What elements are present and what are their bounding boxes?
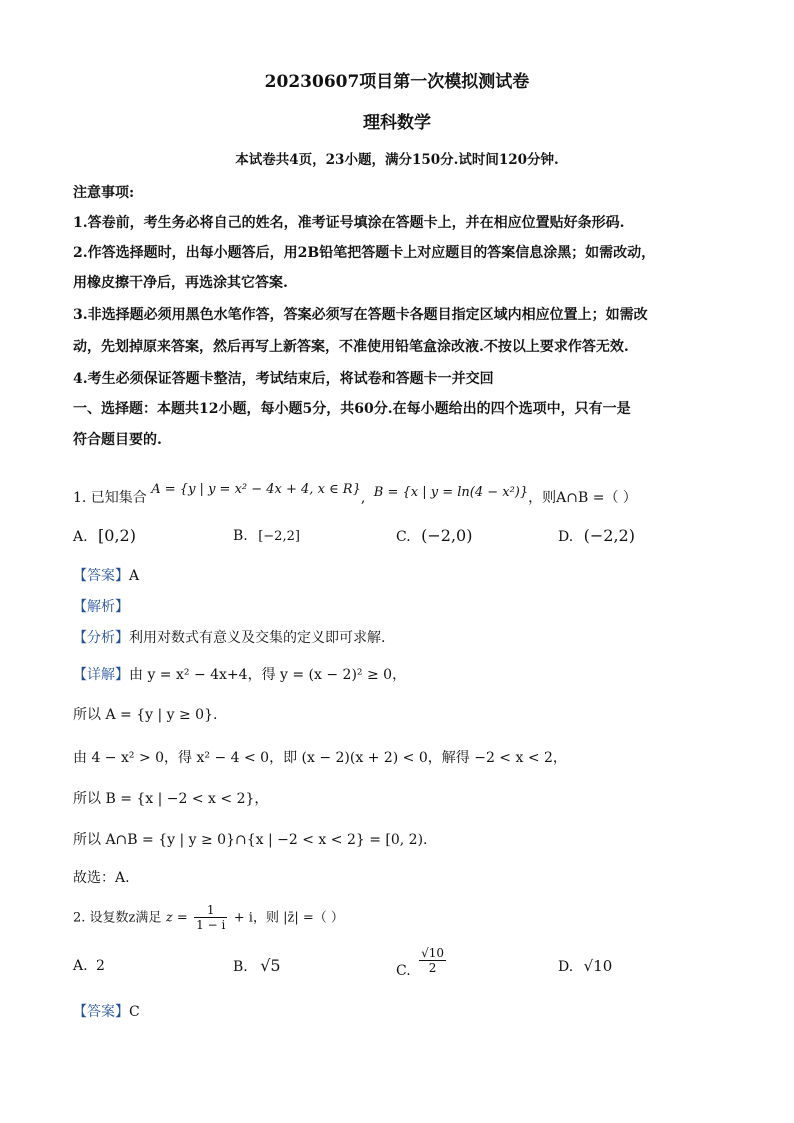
analysis-tag: 【解析】 — [73, 599, 129, 615]
option-label: C. — [396, 962, 411, 979]
subject-title: 理科数学 — [363, 113, 431, 133]
q2-option-d — [558, 956, 612, 977]
q1-analysis — [73, 597, 129, 617]
q2-option-c — [396, 946, 448, 979]
answer-value: C — [129, 1004, 140, 1020]
answer-tag: 【答案】 — [73, 568, 129, 584]
q1-choose: 故选：A. — [73, 870, 130, 886]
option-label: B. — [233, 959, 248, 975]
q1-detail-3: 由 4 − x² > 0，得 x² − 4 < 0，即 (x − 2)(x + 2) < 0，解得 −2 < x < 2， — [73, 750, 567, 766]
q1-detail-1 — [73, 665, 406, 685]
q1-set-a: A = {y | y = x² − 4x + 4, x ∈ R} — [151, 482, 361, 497]
q1-detail-5: 所以 A∩B = {y | y ≥ 0}∩{x | −2 < x < 2} = [0, 2). — [73, 832, 428, 848]
option-label: A. — [73, 958, 88, 974]
option-value: (−2,2) — [583, 526, 635, 545]
option-value: √5 — [260, 956, 281, 975]
option-fraction — [419, 946, 446, 975]
q1-detail-2: 所以 A = {y | y ≥ 0}. — [73, 707, 218, 723]
note-4: 4.考生必须保证答题卡整洁，考试结束后，将试卷和答题卡一并交回 — [73, 371, 494, 387]
q1-prefix: 1. 已知集合 — [73, 490, 147, 506]
fenxi-tag: 【分析】 — [73, 630, 129, 646]
q2-answer — [73, 1002, 140, 1022]
q1-answer — [73, 566, 139, 586]
q1-option-d — [558, 526, 635, 547]
q1-detail-4: 所以 B = {x | −2 < x < 2}， — [73, 791, 269, 807]
q1-fenxi — [73, 628, 385, 648]
note-3b: 动，先划掉原来答案，然后再写上新答案，不准使用铅笔盒涂改液.不按以上要求作答无效. — [73, 339, 629, 355]
q1-comma: , — [360, 490, 366, 506]
q2-option-a — [73, 956, 105, 976]
option-frac-den: 2 — [428, 961, 437, 975]
detail-tag: 【详解】 — [73, 667, 129, 683]
q2-frac-den: 1 − i — [196, 918, 226, 932]
exam-info: 本试卷共4页，23小题，满分150分.试时间120分钟. — [235, 152, 559, 168]
option-label: A. — [73, 529, 88, 545]
q2-fraction — [194, 903, 227, 932]
q1-set-b: B = {x | y = ln(4 − x²)} — [373, 485, 529, 500]
q2-eq-left: z = — [165, 910, 188, 926]
note-2b: 用橡皮擦干净后，再选涂其它答案. — [73, 275, 288, 291]
section1-line1: 一、选择题：本题共12小题，每小题5分，共60分.在每小题给出的四个选项中，只有一是 — [73, 401, 631, 417]
option-label: D. — [558, 529, 574, 545]
option-value: √10 — [583, 957, 613, 975]
option-label: C. — [396, 529, 411, 545]
section1-line2: 符合题目要的. — [73, 432, 162, 448]
note-1: 1.答卷前，考生务必将自己的姓名，准考证号填涂在答题卡上，并在相应位置贴好条形码. — [73, 215, 625, 231]
q1-option-b — [233, 526, 300, 547]
q1-option-c — [396, 526, 472, 547]
exam-title: 20230607项目第一次模拟测试卷 — [264, 72, 530, 92]
question-2 — [73, 903, 344, 932]
option-value: [0,2) — [98, 526, 136, 545]
q2-prefix: 2. 设复数z满足 — [73, 910, 162, 926]
answer-value: A — [129, 568, 140, 584]
q1-option-a — [73, 526, 136, 547]
option-value: [−2,2] — [258, 529, 300, 544]
q2-eq-right: + i，则 |z̄| =（ ） — [233, 910, 344, 926]
detail-text-1: 由 y = x² − 4x+4，得 y = (x − 2)² ≥ 0， — [129, 667, 407, 683]
q2-frac-num: 1 — [194, 903, 227, 918]
notes-heading: 注意事项: — [73, 185, 135, 201]
q1-suffix: ，则A∩B =（ ） — [528, 490, 637, 506]
answer-tag: 【答案】 — [73, 1004, 129, 1020]
note-2a: 2.作答选择题时，出每小题答后，用2B铅笔把答题卡上对应题目的答案信息涂黑；如需改动， — [73, 245, 656, 261]
option-value: 2 — [96, 958, 105, 974]
fenxi-text: 利用对数式有意义及交集的定义即可求解. — [129, 630, 386, 646]
option-value: (−2,0) — [421, 526, 473, 545]
note-3a: 3.非选择题必须用黑色水笔作答，答案必须写在答题卡各题目指定区域内相应位置上；如需改 — [73, 307, 648, 323]
q2-option-b — [233, 956, 281, 977]
question-1 — [73, 482, 637, 509]
option-label: B. — [233, 528, 248, 544]
option-label: D. — [558, 959, 574, 975]
option-frac-num: √10 — [421, 946, 445, 960]
